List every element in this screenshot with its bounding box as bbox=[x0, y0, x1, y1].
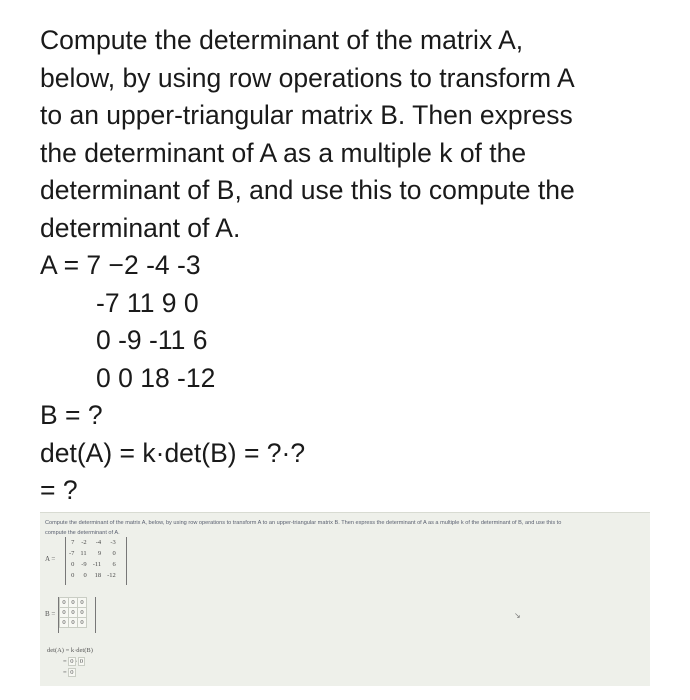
matrix-b-input[interactable]: 0 bbox=[60, 618, 69, 628]
matrix-cell: -11 bbox=[92, 561, 102, 568]
question-line: below, by using row operations to transform A bbox=[40, 62, 575, 93]
matrix-b-input[interactable]: 0 bbox=[60, 598, 69, 608]
result-line: = ? bbox=[40, 475, 78, 505]
question-line: the determinant of A as a multiple k of the bbox=[40, 137, 527, 168]
matrix-a-row-2: -7 11 9 0 bbox=[96, 287, 199, 318]
thumbnail-det-line: det(A) = k·det(B) bbox=[47, 647, 93, 654]
matrix-cell: 7 bbox=[71, 539, 75, 546]
matrix-b-input[interactable]: 0 bbox=[69, 618, 78, 628]
embedded-screenshot bbox=[40, 512, 650, 686]
matrix-cell: -3 bbox=[110, 539, 116, 546]
matrix-cell: -4 bbox=[95, 539, 102, 546]
dot-sign: · bbox=[75, 658, 78, 665]
matrix-b-input[interactable]: 0 bbox=[78, 608, 87, 618]
thumbnail-a-label: A = bbox=[45, 555, 56, 563]
matrix-cell: 0 bbox=[112, 550, 116, 557]
matrix-b-input[interactable]: 0 bbox=[69, 608, 78, 618]
matrix-b-input[interactable]: 0 bbox=[78, 618, 87, 628]
equals-sign: = bbox=[63, 669, 67, 676]
matrix-cell: -2 bbox=[81, 539, 87, 546]
matrix-b-line: B = ? bbox=[40, 400, 103, 430]
thumbnail-matrix-b bbox=[58, 597, 96, 633]
matrix-b-input[interactable]: 0 bbox=[78, 598, 87, 608]
thumbnail-question-text bbox=[45, 518, 645, 538]
thumbnail-b-label: B = bbox=[45, 610, 56, 618]
matrix-a-row-1: A = 7 −2 -4 -3 bbox=[40, 250, 201, 280]
thumbnail-matrix-a bbox=[65, 537, 127, 585]
question-line: determinant of A. bbox=[40, 212, 241, 243]
matrix-cell: -12 bbox=[107, 572, 116, 579]
question-text bbox=[40, 22, 640, 510]
thumbnail-text-line: Compute the determinant of the matrix A, below, by using row operations to transform A to an upper-triangular matrix B. Then express the determinant of A as a multiple k of the determinant of B, and use this to bbox=[45, 520, 562, 526]
matrix-cell: 0 bbox=[71, 561, 75, 568]
det-a-input[interactable]: 0 bbox=[70, 669, 74, 676]
matrix-cell: -7 bbox=[69, 550, 75, 557]
equals-sign: = bbox=[63, 658, 67, 665]
cursor-icon: ↘ bbox=[514, 611, 521, 620]
matrix-a-row-4: 0 0 18 -12 bbox=[96, 362, 216, 393]
question-line: determinant of B, and use this to compute the bbox=[40, 175, 575, 205]
thumbnail-det-product bbox=[47, 656, 93, 667]
matrix-cell: 6 bbox=[112, 561, 116, 568]
matrix-b-input[interactable]: 0 bbox=[60, 608, 69, 618]
determinant-line: det(A) = k·det(B) = ?·? bbox=[40, 437, 306, 468]
matrix-cell: 0 bbox=[71, 572, 75, 579]
matrix-cell: 11 bbox=[80, 550, 87, 557]
question-line: to an upper-triangular matrix B. Then express bbox=[40, 100, 573, 130]
k-input[interactable]: 0 bbox=[70, 658, 74, 665]
question-line: Compute the determinant of the matrix A, bbox=[40, 25, 524, 55]
matrix-cell: -9 bbox=[81, 561, 87, 568]
matrix-cell: 18 bbox=[94, 572, 102, 579]
matrix-cell: 9 bbox=[97, 550, 102, 557]
thumbnail-determinant bbox=[47, 645, 93, 678]
matrix-a-row-3: 0 -9 -11 6 bbox=[96, 325, 208, 355]
det-b-input[interactable]: 0 bbox=[79, 658, 83, 665]
matrix-b-input[interactable]: 0 bbox=[69, 598, 78, 608]
thumbnail-text-line: compute the determinant of A. bbox=[45, 530, 120, 536]
thumbnail-det-result bbox=[47, 667, 93, 678]
matrix-cell: 0 bbox=[83, 572, 87, 579]
